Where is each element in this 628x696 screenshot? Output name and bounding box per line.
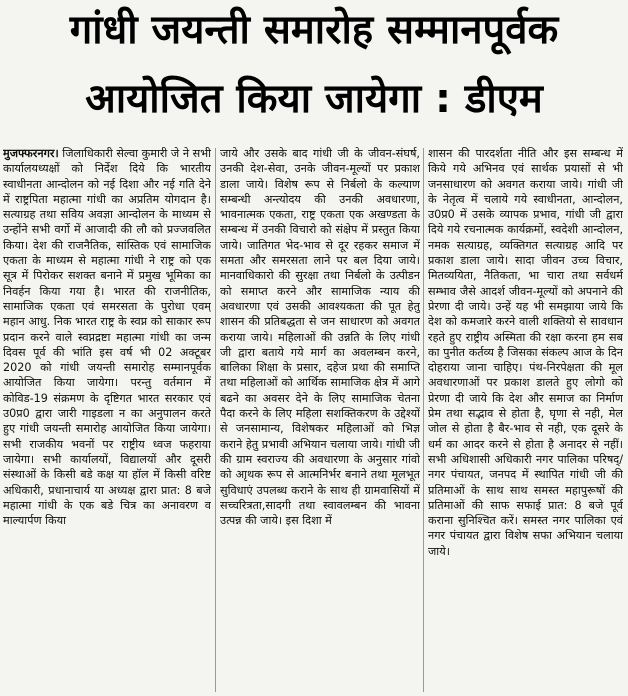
column-2-text: जाये और उसके बाद गांधी जी के जीवन-संघर्ष, उनकी देश-सेवा, उनके जीवन-मूल्यों पर प्रकाश डाला जाये। विशेष रूप से निर्बलो के कल्याण सम्बन्धी अन्त्योदय की उनकी अवधारणा, भावनात्मक एकता, राष्ट्र एकता एक अखण्डता के सम्बन्ध में उनकी विचारो को संक्षेप में प्रस्तुत किया जाये। जातिगत भेद-भाव से दूर रहकर समाज में समता और समरसता लाने पर बल दिया जाये। मानवाधिकारो की सुरक्षा तथा निर्बलो के उत्पीडन को समाप्त करने और सामाजिक न्याय की अवधारणा एवं उसकी आवश्यकता की पूत हेतु शासन की प्रतिबद्धता से जन साधारण को अवगत कराया जाये। महिलाओं की उन्नति के लिए गांधी जी द्वारा बताये गये मार्ग का अवलम्बन करने, बालिका शिक्षा के प्रसार, दहेज प्रथा की समाप्ति तथा महिलाओं को आर्थिक सामाजिक क्षेत्र में आगे बढने का अवसर देने के लिए सामाजिक चेतना पैदा करने के लिए महिला सशक्तिकरण के उद्देश्यों से जनसामान्य, विशेषकर महिलाओं को भिज्ञ कराने हेतु प्रभावी अभियान चलाया जाये। गांधी जी की ग्राम स्वराज्य की अवधारणा के अनुसार गांवो को आृथक रूप से आत्मनिर्भर बनाने तथा मूलभूत सुविधाएं उपलब्ध कराने के साथ ही ग्रामवासियों में सच्चरित्रता,सादगी तथा स्वावलम्बन की भावना उत्पन्न की जाये। इस दिशा में [220,147,420,528]
headline-line-1: गांधी जयन्ती समारोह सम्मानपूर्वक [69,7,559,53]
column-divider-2 [423,148,424,692]
column-divider-1 [215,148,216,692]
article-paragraph-1 [3,146,211,528]
article-column-2 [220,146,420,694]
dateline: मुजफ्फरनगर। [3,147,59,160]
column-1-text: जिलाधिकारी सेल्वा कुमारी जे ने सभी कार्यालयध्यक्षों को निर्देश दिये कि भारतीय स्वाधीनता आन्दोलन को नई दिशा और नई गति देने में राष्ट्रपिता महात्मा गांधी का अप्रतिम योगदान है। सत्याग्रह तथा सविय अवज्ञा आन्दोलन के माध्यम से उन्होंने सभी वर्गो में आजादी की लौ को प्रज्जवलित किया। देश की राजनैतिक, सांस्तिक एवं सामाजिक एकता के माध्यम से महात्मा गांधी ने राष्ट्र को एक सूत्र में पिरोकर सशक्त बनाने में प्रमुख भूमिका का निवर्हन किया गया है। भारत की राजनीतिक, सामाजिक एकता एवं समरसता के पुरोधा एवम् महान आधु. निक भारत राष्ट्र के स्वप्न को साकार रूप प्रदान करने वाले स्वप्नद्रष्टा महात्मा गांधी का जन्म दिवस पूर्व की भांति इस वर्ष भी 02 अक्टूबर 2020 को गांधी जयन्ती समारोह सम्मानपूर्वक आयोजित किया जायेगा। परन्तु वर्तमान में कोविड-19 संक्रमण के दृष्टिगत भारत सरकार एवं उ0प्र0 द्वारा जारी गाइडला न का अनुपालन करते हुए गांधी जयन्ती समारोह आयोजित किया जायेगा। सभी राजकीय भवनों पर राष्ट्रीय ध्वज फहराया जायेगा। सभी कार्यालयों, विद्यालयों और दूसरी संस्थाओं के किसी बडे कक्ष या हॉल में किसी वरिष्ट अधिकारी, प्रधानाचार्य या अध्यक्ष द्वारा प्रात: 8 बजे महात्मा गांधी के एक बडे चित्र का अनावरण व माल्यार्पण किया [3,147,211,528]
article-column-3 [428,146,623,694]
article-column-1 [3,146,211,694]
headline-line-2: आयोजित किया जायेगा : डीएम [85,76,543,122]
column-3-text: शासन की पारदर्शता नीति और इस सम्बन्ध में किये गये अभिनव एवं सार्थक प्रयासों से भी जनसाधारण को अवगत कराया जाये। गांधी जी के नेतृत्व में चलाये गये स्वाधीनता, आन्दोलन, उ0प्र0 में उसके व्यापक प्रभाव, गांधी जी द्वारा दिये गये रचनात्मक कार्यक्रमों, स्वदेशी आन्दोलन, नमक सत्याग्रह, व्यक्तिगत सत्याग्रह आदि पर प्रकाश डाला जाये। सादा जीवन उच्च विचार, मितव्ययिता, नैतिकता, भा चारा तथा सर्वधर्म सम्भाव जैसे आदर्श जीवन-मूल्यों को अपनाने की प्रेरणा दी जाये। उन्हें यह भी समझाया जाये कि देश को कमजारे करने वाली शक्तियो से सावधान रहते हुए राष्ट्रीय अस्मिता की रक्षा करना हम सब का पुनीत कर्तव्य है जिसका संकल्प आज के दिन दोहराया जाना चाहिए। पंथ-निरपेक्षता की मूल अवधारणाओं पर प्रकाश डालते हुए लोगो को प्रेरणा दी जाये कि देश और समाज का निर्माण प्रेम तथा सद्भाव से होता है, घृणा से नही, मेल जोल से होता है बैर-भाव से नही, एक दूसरे के धर्म का आदर करने से होता है अनादर से नहीं। सभी अधिशासी अधिकारी नगर पालिका परिषद्/नगर पंचायत, जनपद में स्थापित गांधी जी की प्रतिमाओं के साथ साथ समस्त महापुरूषों की प्रतिमाओं की साफ सफाई प्रात: 8 बजे पूर्व कराना सुनिश्चित करें। समस्त नगर पालिका एवं नगर पंचायत द्वारा विशेष सफा अभियान चलाया जाये। [428,147,623,558]
